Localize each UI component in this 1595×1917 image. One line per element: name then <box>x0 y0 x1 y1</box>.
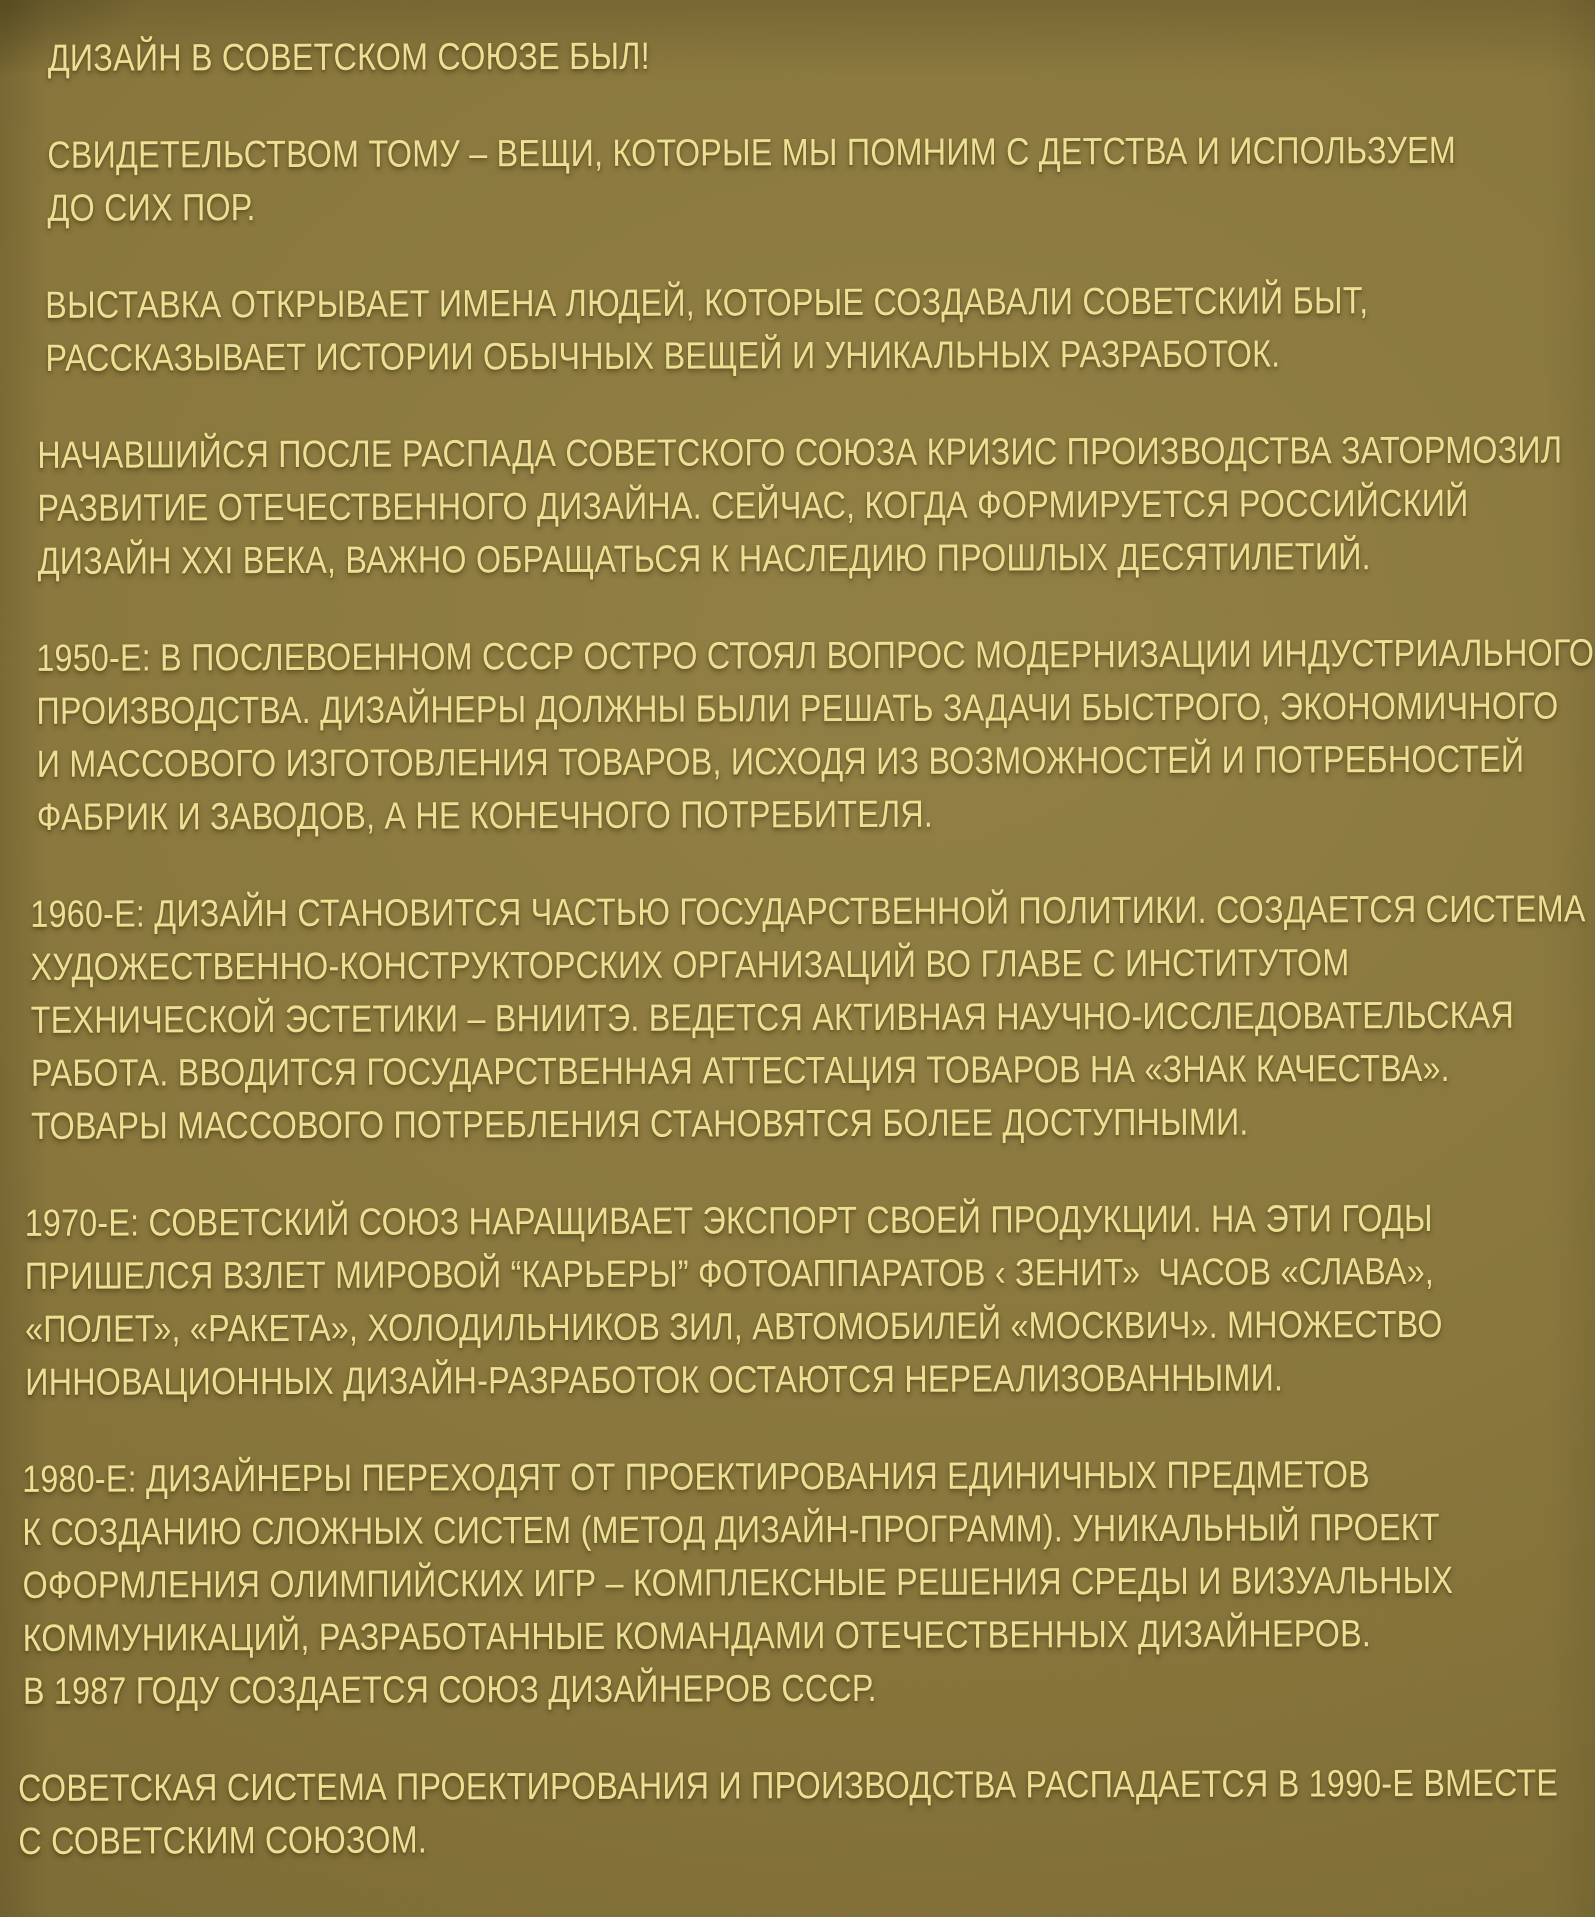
text-line: ТОВАРЫ МАССОВОГО ПОТРЕБЛЕНИЯ СТАНОВЯТСЯ БОЛЕЕ ДОСТУПНЫМИ. <box>31 1101 1249 1148</box>
text-line: 1980-Е: ДИЗАЙНЕРЫ ПЕРЕХОДЯТ ОТ ПРОЕКТИРОВАНИЯ ЕДИНИЧНЫХ ПРЕДМЕТОВ <box>22 1454 1370 1501</box>
paragraph-1950s <box>36 627 1595 844</box>
text-line: ТЕХНИЧЕСКОЙ ЭСТЕТИКИ – ВНИИТЭ. ВЕДЕТСЯ АКТИВНАЯ НАУЧНО-ИССЛЕДОВАТЕЛЬСКАЯ <box>30 994 1515 1042</box>
paragraph-title <box>48 27 1595 85</box>
text-line: РАЗВИТИЕ ОТЕЧЕСТВЕННОГО ДИЗАЙНА. СЕЙЧАС, КОГДА ФОРМИРУЕТСЯ РОССИЙСКИЙ <box>37 482 1469 530</box>
paragraph-1980s <box>22 1448 1595 1719</box>
text-line: РАБОТА. ВВОДИТСЯ ГОСУДАРСТВЕННАЯ АТТЕСТАЦИЯ ТОВАРОВ НА «ЗНАК КАЧЕСТВА». <box>30 1047 1450 1095</box>
paragraph-1960s <box>30 883 1595 1153</box>
text-line: КОММУНИКАЦИЙ, РАЗРАБОТАННЫЕ КОМАНДАМИ ОТЕЧЕСТВЕННЫХ ДИЗАЙНЕРОВ. <box>22 1613 1372 1660</box>
text-line: ФАБРИК И ЗАВОДОВ, А НЕ КОНЕЧНОГО ПОТРЕБИТЕЛЯ. <box>36 793 934 839</box>
text-line: НАЧАВШИЙСЯ ПОСЛЕ РАСПАДА СОВЕТСКОГО СОЮЗА КРИЗИС ПРОИЗВОДСТВА ЗАТОРМОЗИЛ <box>37 429 1563 477</box>
text-line: ПРИШЕЛСЯ ВЗЛЕТ МИРОВОЙ “КАРЬЕРЫ” ФОТОАППАРАТОВ ‹ ЗЕНИТ» ЧАСОВ «СЛАВА», <box>24 1251 1435 1298</box>
text-line: СВИДЕТЕЛЬСТВОМ ТОМУ – ВЕЩИ, КОТОРЫЕ МЫ ПОМНИМ С ДЕТСТВА И ИСПОЛЬЗУЕМ <box>47 129 1457 177</box>
paragraph-1990s <box>18 1757 1595 1869</box>
text-line: ВЫСТАВКА ОТКРЫВАЕТ ИМЕНА ЛЮДЕЙ, КОТОРЫЕ СОЗДАВАЛИ СОВЕТСКИЙ БЫТ, <box>45 280 1369 327</box>
text-line: ХУДОЖЕСТВЕННО-КОНСТРУКТОРСКИХ ОРГАНИЗАЦИЙ ВО ГЛАВЕ С ИНСТИТУТОМ <box>30 942 1350 989</box>
text-line: ОФОРМЛЕНИЯ ОЛИМПИЙСКИХ ИГР – КОМПЛЕКСНЫЕ РЕШЕНИЯ СРЕДЫ И ВИЗУАЛЬНЫХ <box>22 1559 1454 1607</box>
text-line: 1960-Е: ДИЗАЙН СТАНОВИТСЯ ЧАСТЬЮ ГОСУДАРСТВЕННОЙ ПОЛИТИКИ. СОЗДАЕТСЯ СИСТЕМА <box>30 888 1586 936</box>
text-line: К СОЗДАНИЮ СЛОЖНЫХ СИСТЕМ (МЕТОД ДИЗАЙН-ПРОГРАММ). УНИКАЛЬНЫЙ ПРОЕКТ <box>22 1506 1440 1554</box>
text-line: ДИЗАЙН XXI ВЕКА, ВАЖНО ОБРАЩАТЬСЯ К НАСЛЕДИЮ ПРОШЛЫХ ДЕСЯТИЛЕТИЙ. <box>37 536 1371 583</box>
paragraph-evidence <box>47 124 1595 235</box>
text-line: 1970-Е: СОВЕТСКИЙ СОЮЗ НАРАЩИВАЕТ ЭКСПОРТ СВОЕЙ ПРОДУКЦИИ. НА ЭТИ ГОДЫ <box>24 1198 1433 1245</box>
paragraph-exhibition <box>45 274 1595 385</box>
text-line: СОВЕТСКАЯ СИСТЕМА ПРОЕКТИРОВАНИЯ И ПРОИЗВОДСТВА РАСПАДАЕТСЯ В 1990-Е ВМЕСТЕ <box>18 1762 1559 1810</box>
paragraph-crisis <box>37 424 1595 588</box>
text-line: РАССКАЗЫВАЕТ ИСТОРИИ ОБЫЧНЫХ ВЕЩЕЙ И УНИКАЛЬНЫХ РАЗРАБОТОК. <box>45 333 1281 380</box>
panel-title: ДИЗАЙН В СОВЕТСКОМ СОЮЗЕ БЫЛ! <box>47 35 650 80</box>
paragraph-1970s <box>25 1192 1595 1409</box>
text-line: В 1987 ГОДУ СОЗДАЕТСЯ СОЮЗ ДИЗАЙНЕРОВ СССР. <box>22 1667 877 1713</box>
text-line: И МАССОВОГО ИЗГОТОВЛЕНИЯ ТОВАРОВ, ИСХОДЯ ИЗ ВОЗМОЖНОСТЕЙ И ПОТРЕБНОСТЕЙ <box>36 738 1525 786</box>
text-line: 1950-Е: В ПОСЛЕВОЕННОМ СССР ОСТРО СТОЯЛ ВОПРОС МОДЕРНИЗАЦИИ ИНДУСТРИАЛЬНОГО <box>36 632 1595 680</box>
text-line: ДО СИХ ПОР. <box>47 187 256 230</box>
text-line: ПРОИЗВОДСТВА. ДИЗАЙНЕРЫ ДОЛЖНЫ БЫЛИ РЕШАТЬ ЗАДАЧИ БЫСТРОГО, ЭКОНОМИЧНОГО <box>36 685 1559 733</box>
text-line: ИННОВАЦИОННЫХ ДИЗАЙН-РАЗРАБОТОК ОСТАЮТСЯ НЕРЕАЛИЗОВАННЫМИ. <box>25 1357 1284 1404</box>
text-line: С СОВЕТСКИМ СОЮЗОМ. <box>18 1819 428 1863</box>
text-line: «ПОЛЕТ», «РАКЕТА», ХОЛОДИЛЬНИКОВ ЗИЛ, АВТОМОБИЛЕЙ «МОСКВИЧ». МНОЖЕСТВО <box>24 1303 1443 1351</box>
